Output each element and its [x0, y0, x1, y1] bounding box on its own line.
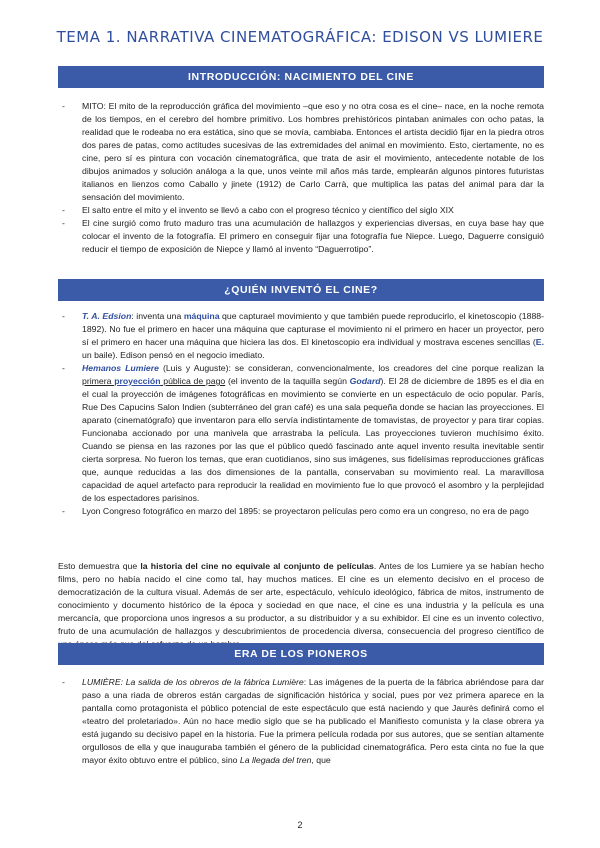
edison-name: T. A. Edsion — [82, 311, 132, 321]
bold-statement: la historia del cine no equivale al conjunto de películas — [140, 561, 374, 571]
body-paragraph: Esto demuestra que la historia del cine no equivale al conjunto de películas. Antes de los Lumiere ya se habían hecho films, pero no había nacido el cine como tal, hay muchos matices. El cine es un elemento decisivo en el proceso de democratización de la cultura visual. Además de ser arte, espectáculo, vehículo ideológico, fábrica de mitos, instrumento de conocimiento y documento histórico de la época y sociedad en que nace, el cine es una industria y la película es una mercancía, que proporciona unos ingresos a su productor, a su distribuidor y a su exhibidor. El cine es un invento colectivo, fruto de una acumulación de hallazgos y descubrimientos de procedencia diversa, consecuencia del progreso científico de — [58, 561, 544, 636]
page-title: TEMA 1. NARRATIVA CINEMATOGRÁFICA: EDISON VS LUMIERE — [56, 28, 544, 46]
list-item: - MITO: El mito de la reproducción gráfica del movimiento –que eso y no otra cosa es el cine– nace, en la noche remota de los tiempos, en el cerebro del hombre primitivo. Los hombres prehistóricos pintaban animales con ocho patas, la realidad que le rodeaba no era estática, sino que se movía, cambiaba. Entonces el artista decidió fijar en la piedra otros dos pares de patas, como actitudes sucesivas de las extremidades del animal en movimiento. Esto, ciertamente, no es cine, pero sí es pintura con vocación cinematográfica, que trata de asir el movimiento, antecedente notable de los dibujos animados y solución análoga a la que, unos veinte mil años más tarde, emplearán algunos pintores futuristas italianos en lienzos como Caballo y jinete (1912) de Carlo Carrà, que multiplica las patas del animal para dar la sensación del movimiento. — [58, 100, 544, 204]
list-item-lumiere: - Hemanos Lumiere (Luis y Auguste): se consideran, convencionalmente, los creadores del cine porque realizan la primera proyección pública de pago (el invento de la taquilla según Godard). El 28 de diciembre de 1895 es el dia en el cual la proyección de imágenes fotográficas en movimiento se convierte en un espectáculo de ocio popular. París, Rue Des Capucins Salon Indien (subterráneo del gran café) es una sala pequeña donde se hacian las proyecciones. El aparato (cinematógrafo) que inventaron para ello servía indistintamente de tomavistas, de proyector y para tirar copias. Funcionaba accionado por una manivela que arrastraba la película. Las proyecciones tuvieron muchísimo éxito. Cuando se piensa en las razones por las que el público quedó fascinado ante aquel invento resulta inevitable sentir cierta sorpresa. No fueron los temas, que eran cuotidianos, sino sus imágenes, sus fidelísimas reproducciones gráficas que, aunque reducidas a las dos dimensiones de la pantalla, conservaban su movimiento real. La maravillosa capacidad de aquel artefacto para reproducir la realidad en movimiento fue lo que provocó el asombro y la perplejidad de los espectadores parisinos. — [58, 362, 544, 505]
godard-highlight: Godard — [349, 376, 381, 386]
list-item: - El cine surgió como fruto maduro tras una acumulación de hallazgos y experiencias diversas, en cuya base hay que colocar el invento de la fotografía. El primero en conseguir fijar una fotografía fue Niepce. Luego, Daguerre consiguió reducir el tiempo de exposición de Niepce y llamó al invento “Daguerrotipo”. — [58, 217, 544, 256]
inventor-list — [58, 310, 544, 518]
list-item-lyon: - Lyon Congreso fotográfico en marzo del 1895: se proyectaron películas pero como era un congreso, no era de pago — [58, 505, 544, 518]
lumiere-name: Hemanos Lumiere — [82, 363, 159, 373]
maquina-highlight: máquina — [183, 311, 220, 321]
page-number: 2 — [297, 820, 303, 830]
intro-list — [58, 100, 544, 256]
section-header-intro: INTRODUCCIÓN: NACIMIENTO DEL CINE — [58, 66, 544, 88]
list-item: - El salto entre el mito y el invento se llevó a cabo con el progreso técnico y científico del siglo XIX — [58, 204, 544, 217]
list-item-lumiere-film: - LUMIÈRE: La salida de los obreros de la fábrica Lumière: Las imágenes de la puerta de la fábrica abriéndose para dar paso a una riada de obreros están cargadas de significación histórica y social, pues por vez primera aparece en la pantalla como protagonista el público potencial de este espectáculo que está naciendo y que Jaurès definirá como el «teatro del proletariado». Aún no hace medio siglo que se ha publicado el Manifiesto comunista y la clase obrera ya está jugando su decisivo papel en la historia. Fue la primera película rodada por sus autores, que se sentían altamente orgullosos de ella y que inauguraba también el género de la publicidad cinematográfica. Pero esta cinta no fue la que mayor éxito obtuvo entre el público, sino La llegada del tren, que — [58, 676, 544, 767]
list-item-edison: - T. A. Edsion: inventa una máquina que capturael movimiento y que también puede reproducirlo, el kinetoscopio (1888-1892). No fue el primero en hacer una máquina que capturase el movimiento ni el primero en hacer un proyector, pero sí el primero en hacer una máquina que hiciera las dos. El kinetoscopio era individual y mostrava escenes sencillas (E. un baile). Edison pensó en el negocio imediato. — [58, 310, 544, 362]
pioneros-list — [58, 676, 544, 767]
proyeccion-highlight: proyección — [114, 376, 161, 386]
section-header-quien: ¿QUIÉN INVENTÓ EL CINE? — [58, 279, 544, 301]
section-header-pioneros: ERA DE LOS PIONEROS — [58, 643, 544, 665]
